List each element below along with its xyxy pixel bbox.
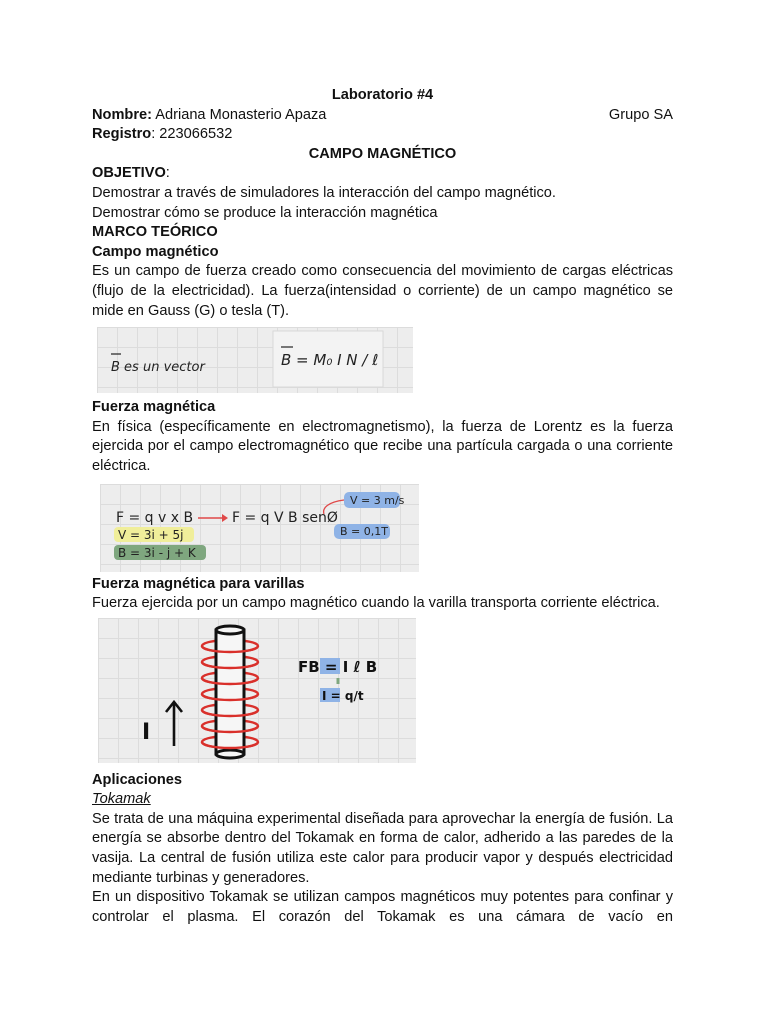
main-title: CAMPO MAGNÉTICO: [308, 145, 457, 162]
figure-vector-b-drawing: [97, 327, 413, 393]
tokamak-heading: Tokamak: [92, 791, 151, 808]
name-value: Adriana Monasterio Apaza: [152, 106, 327, 123]
registro-value: : 223066532: [151, 126, 233, 143]
objetivo-line-1: Demostrar a través de simuladores la interacción del campo magnético.: [92, 184, 556, 201]
fig2-arrow-head: [222, 514, 228, 522]
lab-title: Laboratorio #4: [331, 87, 434, 103]
fig2-bmag: B = 0,1T: [340, 524, 388, 538]
figure-rod-coil-drawing: [98, 618, 416, 763]
name-line: [92, 106, 326, 126]
fig2-vmag: V = 3 m/s: [350, 493, 405, 507]
fig2-eq1: F = q v x B: [116, 509, 194, 526]
document-page: [92, 86, 673, 947]
fig2-vvec: V = 3i + 5j: [118, 527, 184, 542]
name-row: [92, 106, 673, 126]
campo-paragraph: Es un campo de fuerza creado como consecuencia del movimiento de cargas eléctricas (flujo de la electricidad). La fuerza(intensidad o corriente) de un campo magnético se mide en Gauss (G) o tesla (T).: [92, 263, 673, 319]
registro-label: Registro: [92, 126, 152, 143]
name-label: Nombre:: [92, 106, 152, 123]
fuerza-heading: Fuerza magnética: [92, 399, 216, 416]
fuerza-paragraph: En física (específicamente en electromagnetismo), la fuerza de Lorentz es la fuerza ejercida por el campo electromagnético que recibe una partícula cargada o una corriente eléctrica.: [92, 418, 673, 474]
objetivo-colon: :: [165, 165, 170, 182]
marco-heading: MARCO TEÓRICO: [92, 224, 218, 241]
fig2-eq2: F = q V B senØ: [232, 509, 338, 526]
fig3-current-label: I: [142, 719, 151, 745]
fig3-formula: FB = I ℓ B: [298, 657, 378, 676]
tokamak-paragraph-2: En un dispositivo Tokamak se utilizan campos magnéticos muy potentes para confinar y controlar el plasma. El corazón del Tokamak es una cámara de vacío en: [92, 889, 673, 925]
fig2-bvec: B = 3i - j + K: [118, 545, 196, 560]
figure-lorentz-drawing: [100, 484, 419, 572]
fig1-left-text: B es un vector: [111, 360, 205, 376]
objetivo-line-2: Demostrar cómo se produce la interacción magnética: [92, 204, 438, 221]
varillas-paragraph: Fuerza ejercida por un campo magnético cuando la varilla transporta corriente eléctrica.: [92, 595, 660, 612]
figure-lorentz: [100, 484, 419, 572]
group-label: Grupo SA: [608, 106, 673, 123]
figure-vector-b: [97, 327, 413, 393]
rod: [216, 626, 244, 758]
figure-rod-coil: [98, 618, 416, 763]
fig3-current-def: I = q/t: [322, 688, 364, 703]
registro-line: [92, 125, 673, 145]
tokamak-paragraph-1: Se trata de una máquina experimental diseñada para aprovechar la energía de fusión. La energía se absorbe dentro del Tokamak en forma de calor, adherido a las paredes de la vasija. La central de fusión utiliza este calor para producir vapor y después electricidad mediante turbinas y generadores.: [92, 810, 673, 886]
objetivo-heading-line: [92, 164, 673, 184]
campo-heading: Campo magnético: [92, 243, 219, 260]
varillas-heading: Fuerza magnética para varillas: [92, 575, 305, 592]
fig1-formula: B = M₀ I N / ℓ: [281, 351, 379, 370]
objetivo-heading: OBJETIVO: [92, 165, 166, 182]
aplicaciones-heading: Aplicaciones: [92, 771, 183, 788]
